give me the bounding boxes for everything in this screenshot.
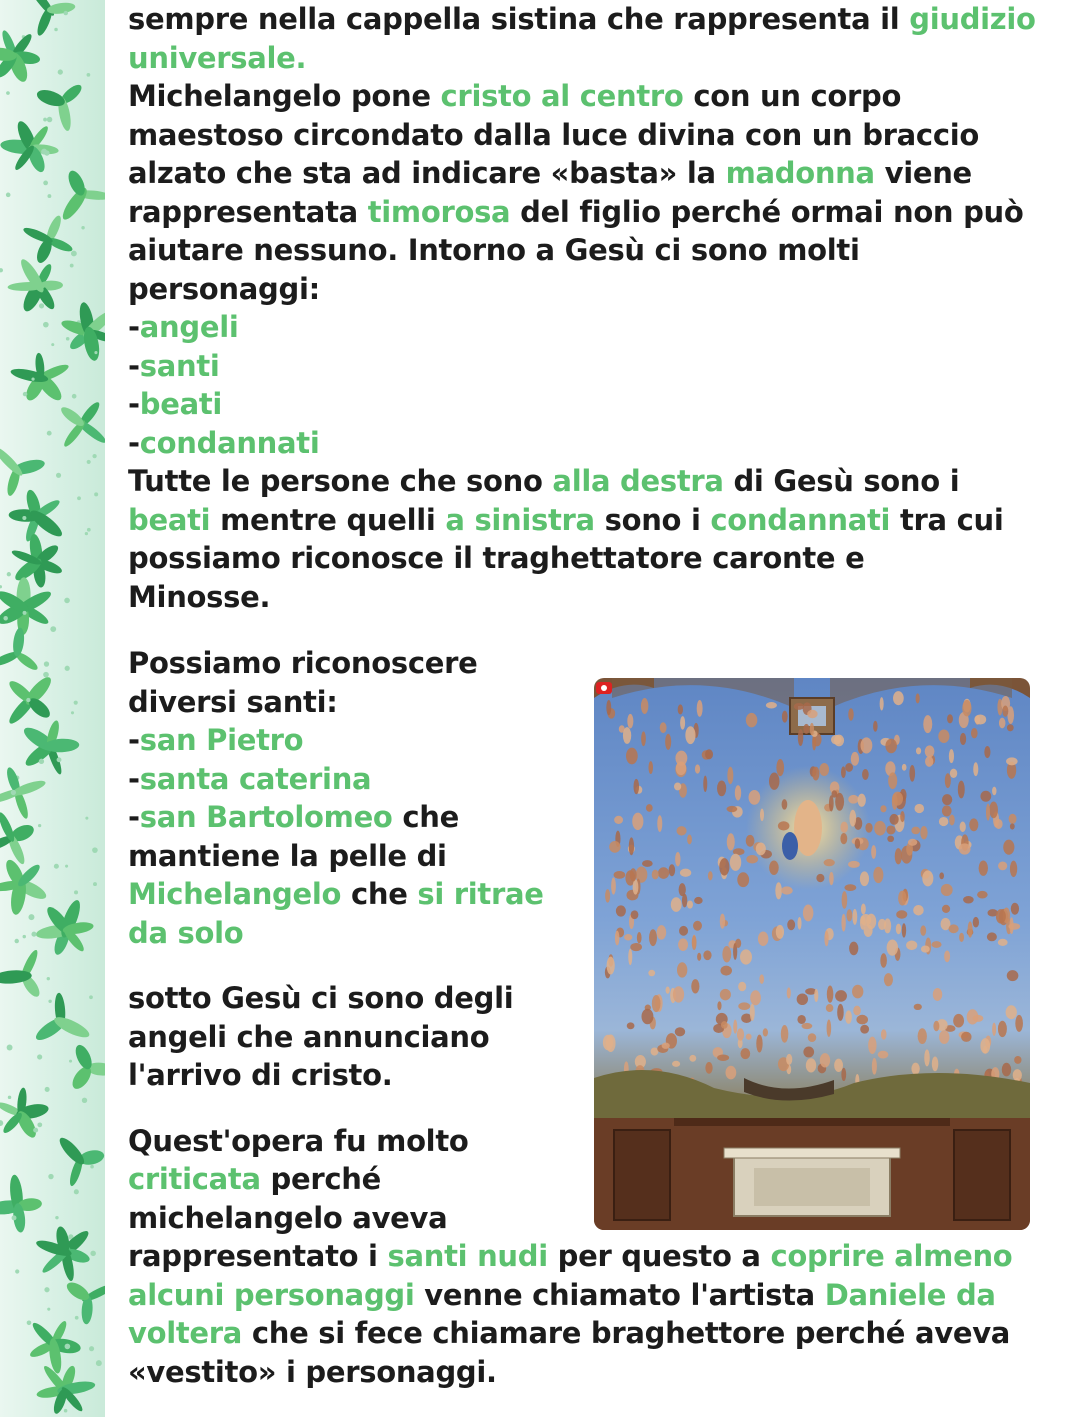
leaf-icon — [51, 289, 105, 369]
list-item: -condannati — [128, 425, 320, 460]
critique-paragraph: rappresentato i santi nudi per questo a coprire almeno alcuni personaggi venne chiamato l'artista Daniele da voltera che si fece chiamare braghettore perché aveva «vestito» i personaggi. — [128, 1239, 1013, 1389]
saints-paragraph: Possiamo riconoscere diversi santi: -san Pietro -santa caterina -san Bartolomeo che mantiene la pelle di Michelangelo che si ritrae da solo sotto Gesù ci sono degli angeli che annunciano l'arrivo di cristo. Quest'opera fu molto criticata perché michelangelo aveva — [128, 646, 544, 1235]
leaf-icon — [0, 1172, 45, 1236]
leaf-icon — [12, 0, 80, 45]
leaf-icon — [0, 758, 55, 829]
leaf-icon — [0, 434, 51, 499]
leaf-icon — [7, 530, 66, 591]
decorative-leaf-border — [0, 0, 105, 1417]
leaf-icon — [29, 889, 102, 964]
angels-line: sotto Gesù ci sono degli — [128, 981, 514, 1015]
list-item: -san Pietro — [128, 723, 304, 757]
leaf-icon — [0, 577, 54, 636]
leaf-icon — [0, 937, 58, 1006]
list-item: -santi — [128, 348, 220, 383]
list-item: -angeli — [128, 310, 239, 344]
leaf-icon — [0, 117, 62, 177]
list-item: -san Bartolomeo che — [128, 800, 459, 834]
leaf-icon — [68, 1042, 105, 1096]
leaf-icon — [55, 1127, 105, 1189]
intro-paragraph: sempre nella cappella sistina che rappresenta il giudizio universale. Michelangelo pone cristo al centro con un corpo maestoso circondato dalla luce divina con un braccio alzato che sta ad indicare «basta» la madonna viene rappresentata timorosa del figlio perché ormai non può aiutare nessuno. Intorno a Gesù ci sono molti personaggi: -angeli -santi -beati -condannati Tutte le persone che sono alla destra di Gesù sono i beati mentre quelli a sinistra sono i condannati tra cui possiamo riconosce il traghettatore caronte e Minosse. — [128, 2, 1036, 614]
camera-icon — [596, 682, 612, 694]
last-judgment-painting — [594, 678, 1030, 1230]
list-item: -santa caterina — [128, 761, 372, 796]
leaf-icon — [11, 709, 88, 785]
leaf-icon — [5, 343, 80, 417]
list-item: -beati — [128, 387, 223, 421]
leaf-icon — [32, 1356, 100, 1417]
leaf-icon — [58, 167, 105, 226]
leaf-icon — [0, 250, 73, 323]
leaf-icon — [17, 1306, 90, 1382]
